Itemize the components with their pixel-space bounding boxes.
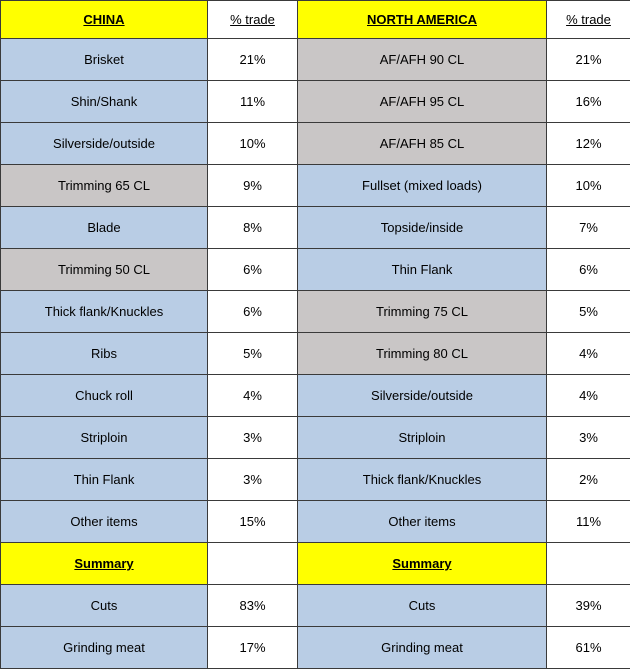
na-cuts-pct: 39% (547, 585, 630, 627)
china-pct: 15% (208, 501, 298, 543)
na-item: Trimming 75 CL (298, 291, 547, 333)
na-item: AF/AFH 95 CL (298, 81, 547, 123)
china-item: Chuck roll (1, 375, 208, 417)
na-summary-label: Summary (298, 543, 547, 585)
china-item: Trimming 50 CL (1, 249, 208, 291)
na-summary-blank (547, 543, 630, 585)
china-pct: 11% (208, 81, 298, 123)
na-pct: 21% (547, 39, 630, 81)
table-row (1, 501, 630, 543)
china-pct: 8% (208, 207, 298, 249)
china-item: Ribs (1, 333, 208, 375)
china-cuts-pct: 83% (208, 585, 298, 627)
china-cuts-label: Cuts (1, 585, 208, 627)
na-item: Thick flank/Knuckles (298, 459, 547, 501)
china-pct: 6% (208, 249, 298, 291)
china-pct: 3% (208, 459, 298, 501)
na-grinding-pct: 61% (547, 627, 630, 669)
summary-row-grinding (1, 627, 630, 669)
na-item: Thin Flank (298, 249, 547, 291)
table-row (1, 459, 630, 501)
na-item: Silverside/outside (298, 375, 547, 417)
table-row (1, 81, 630, 123)
na-item: AF/AFH 85 CL (298, 123, 547, 165)
china-item: Striploin (1, 417, 208, 459)
china-item: Blade (1, 207, 208, 249)
na-pct: 4% (547, 375, 630, 417)
table-row (1, 39, 630, 81)
na-cuts-label: Cuts (298, 585, 547, 627)
na-pct: 11% (547, 501, 630, 543)
china-item: Thin Flank (1, 459, 208, 501)
table-row (1, 249, 630, 291)
na-pct: 3% (547, 417, 630, 459)
na-item: Topside/inside (298, 207, 547, 249)
na-item: Striploin (298, 417, 547, 459)
china-item: Silverside/outside (1, 123, 208, 165)
table-row (1, 165, 630, 207)
na-item: Other items (298, 501, 547, 543)
china-item: Trimming 65 CL (1, 165, 208, 207)
na-pct: 16% (547, 81, 630, 123)
na-item: AF/AFH 90 CL (298, 39, 547, 81)
na-item: Trimming 80 CL (298, 333, 547, 375)
china-summary-label: Summary (1, 543, 208, 585)
china-trade-header: % trade (208, 1, 298, 39)
table-row (1, 207, 630, 249)
na-pct: 2% (547, 459, 630, 501)
table-row (1, 123, 630, 165)
table-row (1, 333, 630, 375)
na-grinding-label: Grinding meat (298, 627, 547, 669)
north-america-header: NORTH AMERICA (298, 1, 547, 39)
china-header: CHINA (1, 1, 208, 39)
china-pct: 10% (208, 123, 298, 165)
header-row (1, 1, 630, 39)
china-pct: 21% (208, 39, 298, 81)
china-pct: 5% (208, 333, 298, 375)
china-pct: 4% (208, 375, 298, 417)
na-pct: 10% (547, 165, 630, 207)
china-item: Shin/Shank (1, 81, 208, 123)
north-america-trade-header: % trade (547, 1, 630, 39)
na-pct: 5% (547, 291, 630, 333)
na-pct: 7% (547, 207, 630, 249)
na-item: Fullset (mixed loads) (298, 165, 547, 207)
china-pct: 9% (208, 165, 298, 207)
na-pct: 6% (547, 249, 630, 291)
na-pct: 4% (547, 333, 630, 375)
summary-row-cuts (1, 585, 630, 627)
china-pct: 3% (208, 417, 298, 459)
china-grinding-label: Grinding meat (1, 627, 208, 669)
table-row (1, 375, 630, 417)
china-summary-blank (208, 543, 298, 585)
china-item: Brisket (1, 39, 208, 81)
china-grinding-pct: 17% (208, 627, 298, 669)
na-pct: 12% (547, 123, 630, 165)
summary-header-row (1, 543, 630, 585)
china-item: Other items (1, 501, 208, 543)
china-pct: 6% (208, 291, 298, 333)
china-item: Thick flank/Knuckles (1, 291, 208, 333)
table-row (1, 291, 630, 333)
table-row (1, 417, 630, 459)
